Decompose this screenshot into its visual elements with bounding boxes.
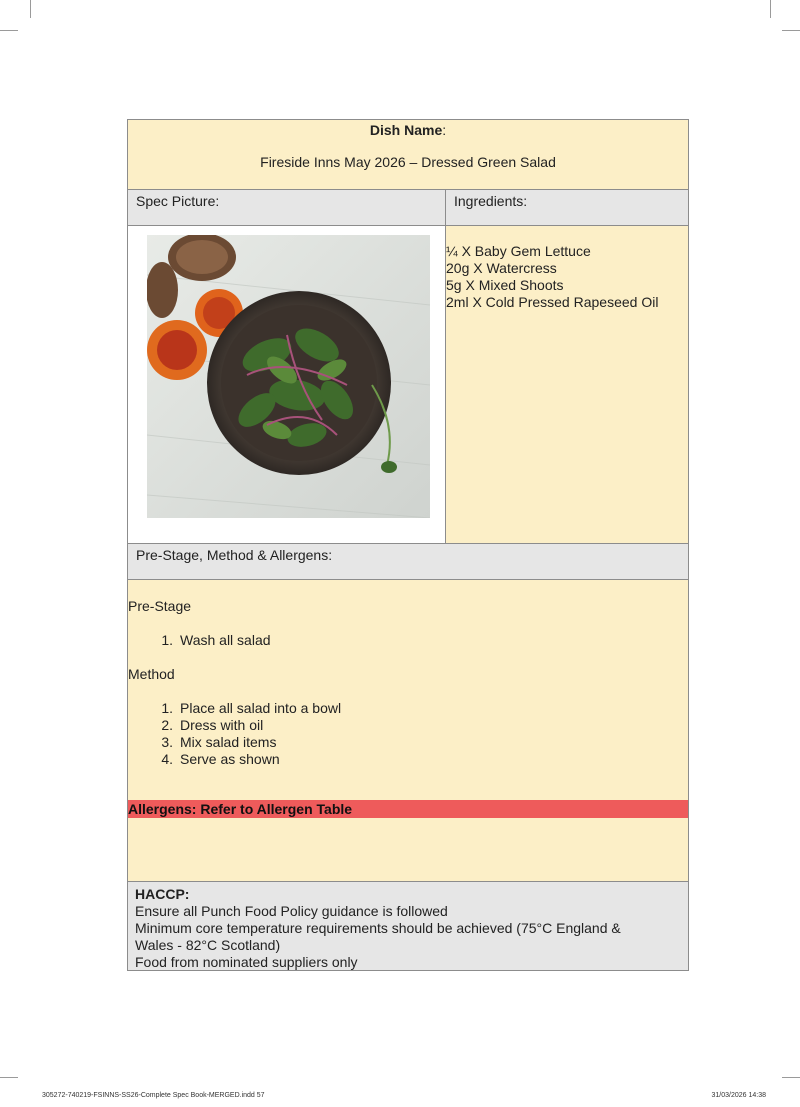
ingredient-item: 2ml X Cold Pressed Rapeseed Oil bbox=[446, 294, 659, 310]
method-section bbox=[128, 580, 688, 882]
crop-mark bbox=[0, 1077, 18, 1078]
salad-photo-illustration bbox=[147, 235, 430, 518]
haccp-line: Wales - 82°C Scotland) bbox=[135, 937, 281, 953]
step-text: Serve as shown bbox=[180, 751, 280, 767]
picture-ingredients-header bbox=[128, 190, 688, 226]
step-text: Mix salad items bbox=[180, 734, 277, 750]
crop-mark bbox=[770, 0, 771, 18]
crop-mark bbox=[782, 30, 800, 31]
list-item bbox=[153, 734, 341, 751]
dish-name-colon: : bbox=[442, 122, 447, 138]
dish-name-label-line bbox=[128, 120, 688, 138]
method-steps bbox=[153, 700, 341, 768]
ingredient-item: 5g X Mixed Shoots bbox=[446, 277, 564, 293]
ingredients-cell bbox=[446, 226, 688, 543]
haccp-section bbox=[128, 882, 688, 970]
step-number: 1. bbox=[161, 700, 173, 716]
haccp-title: HACCP: bbox=[135, 886, 190, 902]
list-item bbox=[153, 717, 341, 734]
haccp-line: Ensure all Punch Food Policy guidance is followed bbox=[135, 903, 448, 919]
step-number: 2. bbox=[161, 717, 173, 733]
spec-sheet bbox=[127, 119, 689, 971]
salad-photo bbox=[147, 235, 430, 518]
haccp-line: Food from nominated suppliers only bbox=[135, 954, 358, 970]
spec-picture-cell bbox=[128, 226, 446, 543]
list-item bbox=[153, 700, 341, 717]
step-text: Wash all salad bbox=[180, 632, 271, 648]
prestage-steps bbox=[153, 632, 271, 649]
list-item bbox=[153, 751, 341, 768]
step-text: Dress with oil bbox=[180, 717, 264, 733]
dish-name-label: Dish Name bbox=[369, 122, 443, 138]
picture-ingredients-row bbox=[128, 226, 688, 544]
footer-file: 305272-740219-FSINNS-SS26-Complete Spec Book-MERGED.indd 57 bbox=[42, 1092, 265, 1099]
ingredients-list bbox=[446, 226, 688, 311]
spec-picture-header: Spec Picture: bbox=[136, 193, 220, 209]
haccp-line: Minimum core temperature requirements should be achieved (75°C England & bbox=[135, 920, 621, 936]
prestage-method-header: Pre-Stage, Method & Allergens: bbox=[136, 547, 333, 563]
ingredient-item: ¼ X Baby Gem Lettuce bbox=[446, 243, 591, 259]
step-number: 3. bbox=[161, 734, 173, 750]
dish-name: Fireside Inns May 2026 – Dressed Green Salad bbox=[260, 154, 556, 170]
step-number: 1. bbox=[161, 632, 173, 648]
dish-name-row bbox=[128, 120, 688, 190]
ingredients-header: Ingredients: bbox=[454, 193, 528, 209]
method-title: Method bbox=[128, 666, 175, 682]
allergen-bar: Allergens: Refer to Allergen Table bbox=[128, 800, 688, 818]
ingredient-item: 20g X Watercress bbox=[446, 260, 557, 276]
prestage-method-header-row bbox=[128, 544, 688, 580]
step-number: 4. bbox=[161, 751, 173, 767]
prestage-title: Pre-Stage bbox=[128, 598, 192, 614]
footer-date: 31/03/2026 14:38 bbox=[711, 1092, 766, 1099]
crop-mark bbox=[782, 1077, 800, 1078]
list-item bbox=[153, 632, 271, 649]
crop-mark bbox=[0, 30, 18, 31]
crop-mark bbox=[30, 0, 31, 18]
step-text: Place all salad into a bowl bbox=[180, 700, 342, 716]
